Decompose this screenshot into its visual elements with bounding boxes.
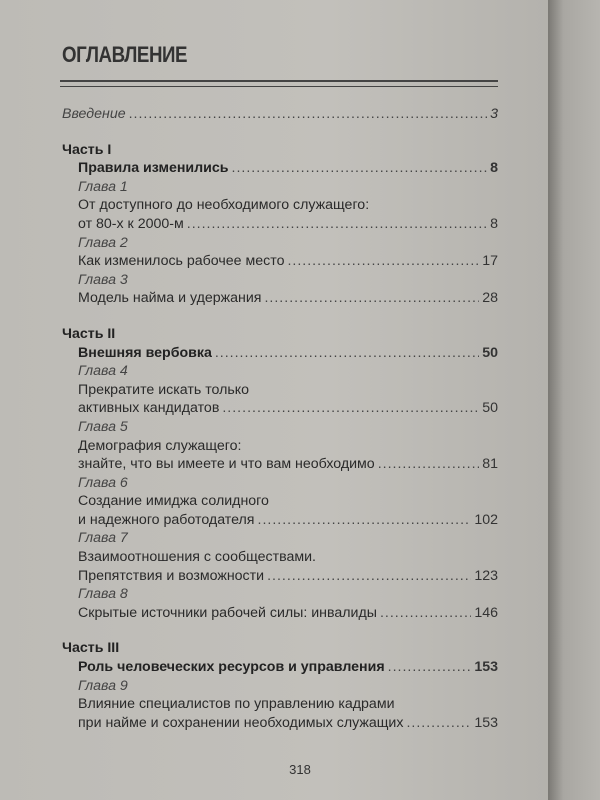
- page-title: ОГЛАВЛЕНИЕ: [62, 42, 188, 67]
- chapter-title-line: [62, 289, 498, 308]
- toc-intro: [62, 105, 498, 124]
- chapter-label: [62, 362, 498, 381]
- chapter-title-line: [62, 455, 498, 474]
- dot-leader: [187, 215, 487, 234]
- part-heading: Часть III: [62, 640, 120, 657]
- chapter-title-line: [62, 695, 498, 714]
- chapter-title-line: [62, 399, 498, 418]
- part-title-text: Роль человеческих ресурсов и управления: [78, 659, 385, 676]
- chapter-label-text: Глава 5: [78, 418, 128, 435]
- chapter-title-line-text: Демография служащего:: [78, 437, 242, 454]
- chapter-label: [62, 178, 498, 197]
- chapter-title-line-page: 102: [474, 511, 498, 528]
- title-rule-top: [60, 80, 498, 82]
- toc-intro-text: Введение: [62, 106, 126, 122]
- chapter-title-line-text: Модель найма и удержания: [78, 290, 262, 307]
- chapter-title-line: [62, 714, 498, 733]
- part-title-text: Правила изменились: [78, 160, 229, 177]
- chapter-label-text: Глава 9: [78, 677, 128, 694]
- chapter-title-line: [62, 604, 498, 623]
- chapter-title-line-text: Влияние специалистов по управлению кадрами: [78, 696, 395, 713]
- dot-leader: [215, 344, 479, 363]
- chapter-title-line-text: От доступного до необходимого служащего:: [78, 197, 370, 214]
- chapter-title-line-text: знайте, что вы имеете и что вам необходимо: [78, 456, 375, 473]
- chapter-title-line-page: 8: [490, 215, 498, 232]
- chapter-title-line-text: при найме и сохранении необходимых служащих: [78, 714, 404, 731]
- chapter-title-line-text: и надежного работодателя: [78, 511, 255, 528]
- part-heading: Часть II: [62, 325, 116, 342]
- page-number: 318: [289, 762, 311, 777]
- part-title: [62, 159, 498, 178]
- chapter-label-text: Глава 6: [78, 474, 128, 491]
- chapter-title-line-text: Препятствия и возможности: [78, 567, 265, 584]
- chapter-title-line-page: 28: [482, 290, 498, 307]
- chapter-title-line-text: Прекратите искать только: [78, 381, 250, 398]
- adjacent-page-edge: [548, 0, 600, 800]
- chapter-label: [62, 418, 498, 437]
- dot-leader: [406, 714, 471, 733]
- chapter-title-line-text: Как изменилось рабочее место: [78, 253, 285, 270]
- chapter-label-text: Глава 3: [78, 271, 128, 288]
- table-of-contents: [62, 105, 498, 732]
- chapter-title-line: [62, 381, 498, 400]
- dot-leader: [380, 604, 471, 623]
- chapter-title-line: [62, 492, 498, 511]
- part-title-text: Внешняя вербовка: [78, 344, 212, 361]
- chapter-title-line-text: Создание имиджа солидного: [78, 493, 269, 510]
- part-title: [62, 658, 498, 677]
- chapter-title-line-page: 146: [474, 604, 498, 621]
- chapter-label-text: Глава 4: [78, 363, 128, 380]
- part-title-page: 153: [474, 659, 498, 676]
- chapter-title-line-text: от 80-х к 2000-м: [78, 215, 184, 232]
- title-rule-bottom: [60, 86, 498, 87]
- chapter-title-line-page: 50: [482, 400, 498, 417]
- part-title-page: 8: [490, 160, 498, 177]
- dot-leader: [232, 159, 488, 178]
- dot-leader: [129, 105, 488, 124]
- chapter-title-line: [62, 437, 498, 456]
- chapter-title-line: [62, 567, 498, 586]
- chapter-title-line: [62, 511, 498, 530]
- chapter-label: [62, 585, 498, 604]
- chapter-label: [62, 271, 498, 290]
- part-title: [62, 344, 498, 363]
- dot-leader: [222, 399, 479, 418]
- dot-leader: [267, 567, 471, 586]
- dot-leader: [287, 252, 479, 271]
- chapter-title-line-text: активных кандидатов: [78, 400, 220, 417]
- part-title-page: 50: [482, 344, 498, 361]
- dot-leader: [258, 511, 472, 530]
- chapter-title-line: [62, 196, 498, 215]
- chapter-title-line-page: 153: [474, 714, 498, 731]
- toc-intro-page: 3: [490, 106, 498, 122]
- dot-leader: [378, 455, 480, 474]
- chapter-label-text: Глава 8: [78, 586, 128, 603]
- chapter-title-line-text: Скрытые источники рабочей силы: инвалиды: [78, 604, 377, 621]
- chapter-label: [62, 677, 498, 696]
- chapter-title-line: [62, 548, 498, 567]
- chapter-title-line-page: 81: [482, 456, 498, 473]
- chapter-label-text: Глава 7: [78, 530, 128, 547]
- chapter-title-line: [62, 252, 498, 271]
- chapter-title-line: [62, 215, 498, 234]
- chapter-label: [62, 234, 498, 253]
- chapter-title-line-page: 123: [474, 567, 498, 584]
- chapter-label-text: Глава 2: [78, 234, 128, 251]
- chapter-label: [62, 474, 498, 493]
- dot-leader: [388, 658, 472, 677]
- chapter-title-line-page: 17: [482, 253, 498, 270]
- chapter-label-text: Глава 1: [78, 178, 128, 195]
- chapter-title-line-text: Взаимоотношения с сообществами.: [78, 549, 316, 566]
- part-heading: Часть I: [62, 141, 112, 158]
- chapter-label: [62, 529, 498, 548]
- dot-leader: [264, 289, 479, 308]
